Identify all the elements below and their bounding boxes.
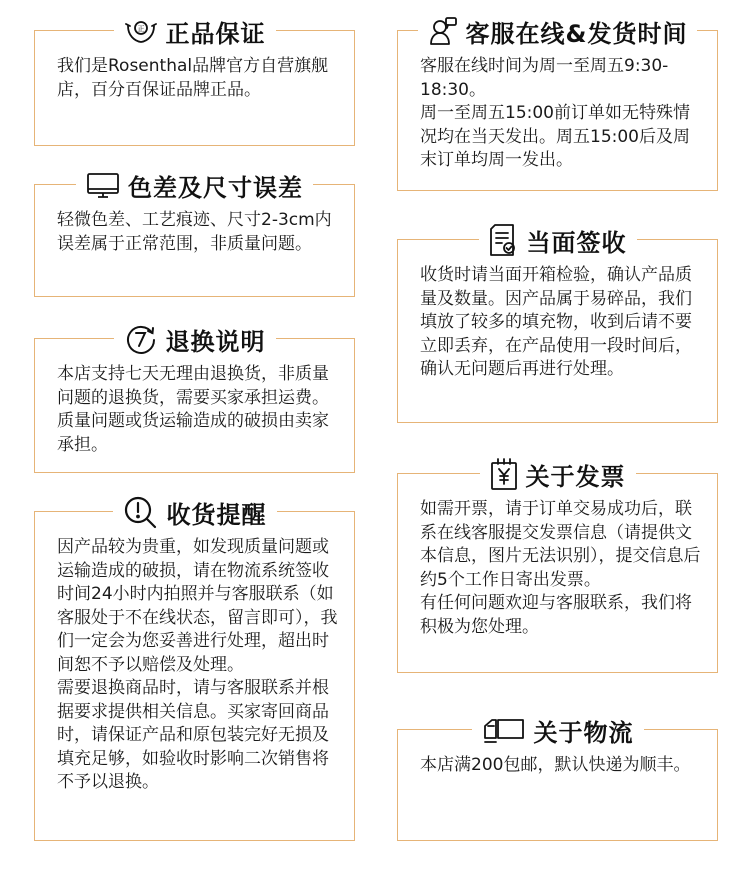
section-title: 客服在线&发货时间	[465, 19, 688, 48]
section-invoice	[397, 462, 718, 673]
section-body: 本店满200包邮，默认快递为顺丰。	[420, 755, 691, 775]
section-body: 如需开票，请于订单交易成功后，联系在线客服提交发票信息（请提供文本信息，图片无法识别），提交信息后约5个工作日寄出发票。 有任何问题欢迎与客服联系，我们将积极为您处理。	[420, 499, 701, 637]
section-title: 退换说明	[165, 327, 266, 356]
section-body: 我们是Rosenthal品牌官方自营旗舰店，百分百保证品牌正品。	[57, 56, 329, 100]
section-title: 关于发票	[525, 462, 626, 491]
monitor-icon	[86, 170, 120, 200]
section-service-shipping-hours	[397, 19, 718, 191]
customer-service-icon	[428, 16, 458, 46]
alert-search-icon	[123, 495, 159, 529]
svg-text:正: 正	[137, 25, 144, 33]
section-return-policy	[34, 327, 355, 473]
section-logistics	[397, 718, 718, 841]
section-title: 当面签收	[526, 228, 627, 257]
section-receipt-reminder	[34, 500, 355, 841]
section-title: 正品保证	[165, 19, 266, 48]
award-icon	[124, 17, 158, 45]
truck-icon	[482, 716, 526, 744]
section-body: 客服在线时间为周一至周五9:30-18:30。 周一至周五15:00前订单如无特殊情况均在当天发出。周五15:00后及周末订单均周一发出。	[420, 56, 690, 170]
section-body: 本店支持七天无理由退换货，非质量问题的退换货，需要买家承担运费。质量问题或货运输造成的破损由卖家承担。	[57, 364, 329, 455]
section-body: 轻微色差、工艺痕迹、尺寸2-3cm内误差属于正常范围，非质量问题。	[57, 210, 332, 254]
section-body: 收货时请当面开箱检验，确认产品质量及数量。因产品属于易碎品，我们填放了较多的填充物，收到后请不要立即丢弃，在产品使用一段时间后，确认无问题后再进行处理。	[420, 265, 692, 379]
section-color-size-deviation	[34, 173, 355, 297]
document-check-icon	[489, 223, 519, 257]
section-sign-in-person	[397, 228, 718, 423]
seven-days-icon	[124, 323, 158, 355]
section-title: 关于物流	[533, 718, 634, 747]
section-authenticity	[34, 19, 355, 146]
section-body: 因产品较为贵重，如发现质量问题或运输造成的破损，请在物流系统签收时间24小时内拍照并与客服联系（如客服处于不在线状态，留言即可），我们一定会为您妥善进行处理，超出时间恕不予以赔偿及处理。 需要退换商品时，请与客服联系并根据要求提供相关信息。买家寄回商品时，请保证产品和原包装完好无损及填充足够，如验收时影响二次销售将不予以退换。	[57, 537, 338, 792]
section-title: 收货提醒	[166, 500, 267, 529]
section-title: 色差及尺寸误差	[128, 173, 303, 202]
invoice-icon	[490, 457, 518, 491]
